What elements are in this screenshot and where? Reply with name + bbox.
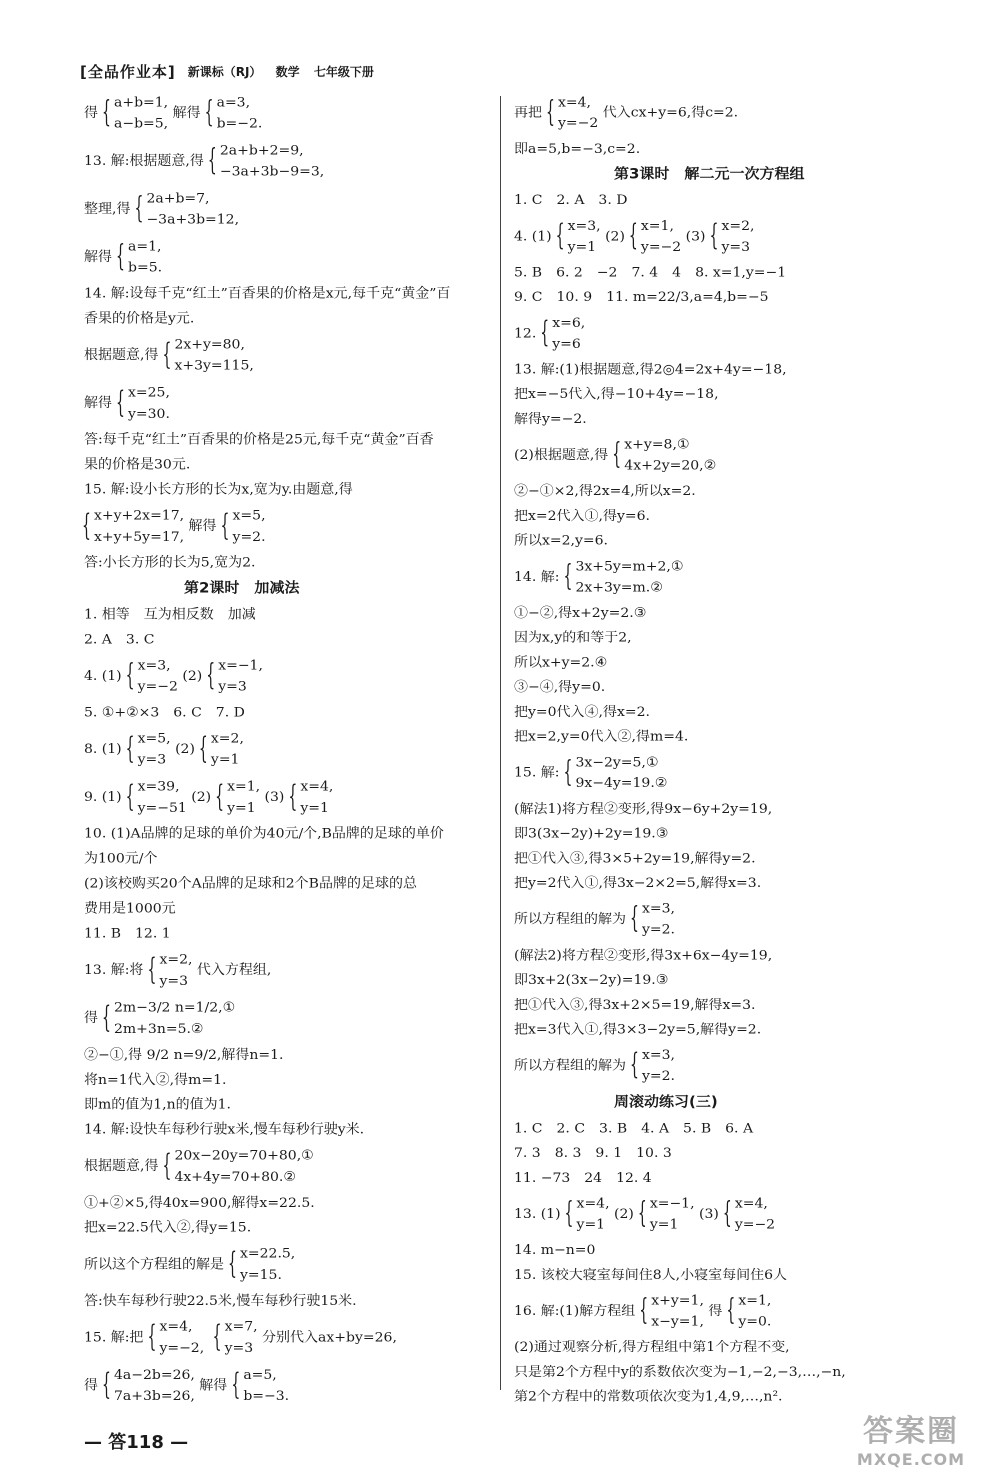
equation-line: { x=2, [210, 731, 244, 747]
answer-equation-row [84, 1364, 289, 1406]
equation-system [207, 92, 263, 134]
answer-line: 14. m−n=0 [514, 1242, 596, 1258]
answer-label: 解得 [84, 249, 112, 265]
equation-system [215, 1316, 258, 1358]
answer-line: (2)通过观察分析,得方程组中第1个方程不变, [514, 1339, 790, 1355]
answer-line: 答:每千克“红土”百香果的价格是25元,每千克“黄金”百香 [84, 432, 434, 448]
equation-line: { x+y=8,① [624, 437, 690, 453]
grade-label: 七年级下册 [313, 64, 374, 79]
equation-line: −3a+3b=12, [146, 212, 240, 228]
answer-equation-row [514, 556, 683, 598]
answer-line: 即a=5,b=−3,c=2. [514, 141, 641, 157]
answer-line: 1. C 2. A 3. D [514, 192, 628, 209]
equation-system [118, 236, 162, 278]
answer-line: 把①代入③,得3×5+2y=19,解得y=2. [514, 850, 756, 867]
answer-equation-row [84, 1145, 314, 1187]
answer-line: ②−①,得 9/2 n=9/2,解得n=1. [84, 1047, 284, 1063]
answer-equation-row [514, 1045, 675, 1087]
answer-label: 得 [84, 105, 98, 121]
equation-line: { x=1, [738, 1293, 772, 1309]
answer-line: 即m的值为1,n的值为1. [84, 1097, 232, 1113]
equation-line: { x=3, [642, 901, 675, 917]
answer-line: 将n=1代入②,得m=1. [84, 1072, 227, 1088]
subject-label: 数学 [275, 64, 300, 79]
equation-line: y=−2 [137, 679, 178, 695]
equation-system [641, 1290, 704, 1332]
answer-label: 13. 解:根据题意,得 [84, 153, 204, 169]
equation-system [128, 655, 178, 697]
answer-line: 13. 解:(1)根据题意,得2◎4=2x+4y=−18, [514, 362, 787, 378]
answer-label: 所以方程组的解为 [514, 911, 626, 927]
answer-line: 9. C 10. 9 11. m=22/3,a=4,b=−5 [514, 289, 769, 306]
answer-line: 把x=2代入①,得y=6. [514, 508, 650, 524]
equation-line: y=3 [224, 1340, 254, 1356]
answer-label: 4. (1) [514, 228, 552, 245]
answer-equation-row [84, 140, 324, 182]
answer-equation-row [84, 949, 277, 991]
equation-line: { x=2, [159, 952, 193, 968]
book-meta [188, 63, 384, 80]
answer-line: ①+②×5,得40x=900,解得x=22.5. [84, 1195, 315, 1211]
answer-label: 16. 解:(1)解方程组 [514, 1303, 636, 1319]
equation-system [548, 92, 598, 134]
edition-label: 新课标（RJ） [187, 64, 262, 79]
answer-equation-row [514, 92, 744, 134]
answer-text: (3) [681, 228, 706, 245]
answer-label: 15. 解: [514, 765, 560, 781]
equation-line: y=15. [240, 1267, 282, 1283]
equation-system [233, 1364, 289, 1406]
answer-line: 即3x+2(3x−2y)=19.③ [514, 972, 669, 988]
equation-line: y=1 [300, 800, 329, 816]
answer-line: 10. (1)A品牌的足球的单价为40元/个,B品牌的足球的单价 [84, 826, 444, 842]
answer-equation-row [84, 505, 266, 547]
equation-line: { x=2, [721, 218, 755, 234]
answer-label: 14. 解: [514, 569, 560, 585]
answer-line: 2. A 3. C [84, 632, 155, 648]
section-heading: 第2课时 加减法 [184, 579, 300, 597]
answer-line: 14. 解:设每千克“红土”百香果的价格是x元,每千克“黄金”百 [84, 286, 451, 302]
equation-line: { x=25, [128, 385, 170, 401]
answer-equation-row [84, 655, 263, 697]
equation-system [728, 1290, 771, 1332]
equation-line: y=30. [128, 406, 170, 422]
answer-line: 把x=3代入①,得3×3−2y=5,解得y=2. [514, 1022, 762, 1038]
equation-line: { x=1, [640, 218, 674, 234]
equation-line: y=3 [721, 239, 751, 255]
answer-line: 所以x=2,y=6. [514, 533, 608, 549]
section-heading: 第3课时 解二元一次方程组 [614, 165, 805, 183]
answer-line: (2)该校购买20个A品牌的足球和2个B品牌的足球的总 [84, 876, 417, 892]
answer-line: 第2个方程中的常数项依次变为1,4,9,…,n². [514, 1389, 783, 1405]
answer-text: 得 [703, 1303, 723, 1319]
equation-line: { x=4, [734, 1196, 768, 1212]
equation-system [542, 313, 585, 355]
answer-line: 1. C 2. C 3. B 4. A 5. B 6. A [514, 1120, 754, 1137]
equation-line: y=1 [227, 800, 256, 816]
book-brand: [全品作业本] [80, 62, 176, 81]
answer-line: 香果的价格是y元. [84, 311, 195, 327]
equation-line: { 3x+5y=m+2,① [575, 558, 684, 575]
equation-line: { 2x+y=80, [174, 337, 245, 353]
answer-line: 15. 解:设小长方形的长为x,宽为y.由题意,得 [84, 482, 353, 498]
answer-equation-row [514, 216, 754, 258]
answer-line: 5. ①+②×3 6. C 7. D [84, 705, 245, 721]
equation-line: { x+y=1, [651, 1293, 704, 1309]
answer-label: 根据题意,得 [84, 1158, 159, 1175]
equation-line: { x=4, [558, 94, 591, 111]
answer-line: 即3(3x−2y)+2y=19.③ [514, 826, 669, 842]
answer-text: 解得 [168, 105, 201, 121]
equation-line: { x=22.5, [240, 1246, 296, 1262]
equation-system [149, 949, 192, 991]
answer-line: 11. −73 24 12. 4 [514, 1170, 652, 1186]
answer-line: 5. B 6. 2 −2 7. 4 4 8. x=1,y=−1 [514, 265, 787, 281]
equation-system [290, 776, 333, 818]
answer-label: 得 [84, 1377, 98, 1394]
equation-line: { x=4, [300, 779, 334, 795]
equation-system [104, 997, 235, 1039]
equation-system [104, 1364, 195, 1406]
watermark-line1: 答案圈 [863, 1414, 959, 1449]
equation-line: y=2. [232, 529, 266, 545]
answer-label: 解得 [84, 395, 112, 412]
answer-text: 解得 [194, 1377, 228, 1394]
answer-line: 解得y=−2. [514, 411, 587, 427]
equation-line: { a=3, [216, 94, 251, 111]
answer-line: 果的价格是30元. [84, 457, 191, 473]
answer-label: 12. [514, 325, 537, 342]
equation-system [164, 334, 253, 376]
equation-line: { a=1, [128, 239, 162, 255]
answer-label: 13. (1) [514, 1206, 561, 1222]
equation-line: { x+y+2x=17, [94, 508, 185, 524]
equation-line: y=3 [137, 752, 167, 768]
answer-equation-row [514, 752, 667, 794]
equation-line: 2x+3y=m.② [575, 579, 663, 596]
equation-system [128, 728, 171, 770]
answer-line: 把x=2,y=0代入②,得m=4. [514, 729, 689, 745]
answer-equation-row [514, 1290, 771, 1332]
answer-label: (2)根据题意,得 [514, 447, 609, 463]
answer-line: (解法1)将方程②变形,得9x−6y+2y=19, [514, 801, 773, 817]
equation-line: { 2a+b+2=9, [219, 142, 304, 159]
equation-system [230, 1243, 295, 1285]
answer-equation-row [84, 236, 162, 278]
equation-line: y=−51 [137, 800, 187, 816]
equation-line: { x=4, [159, 1319, 193, 1335]
answer-line: 答:小长方形的长为5,宽为2. [84, 555, 256, 571]
answer-label: 得 [84, 1010, 98, 1027]
answer-label: 4. (1) [84, 668, 122, 684]
answer-label: 所以方程组的解为 [514, 1058, 626, 1074]
answer-text: (3) [260, 789, 285, 806]
answer-text: 分别代入ax+by=26, [257, 1329, 397, 1346]
answer-line: 15. 该校大寝室每间住8人,小寝室每间住6人 [514, 1267, 787, 1283]
answer-text: (2) [609, 1206, 634, 1222]
answer-equation-row [514, 313, 585, 355]
equation-line: a−b=5, [114, 116, 169, 132]
equation-line: 4x+2y=20,② [624, 458, 717, 474]
answer-line: 把y=0代入④,得x=2. [514, 704, 650, 720]
equation-line: { a=5, [243, 1367, 277, 1383]
answer-text: (3) [694, 1206, 719, 1222]
equation-line: { x=39, [137, 779, 180, 795]
equation-line: y=3 [218, 679, 247, 695]
equation-line: { x=−1, [218, 658, 263, 674]
answer-text: (2) [170, 741, 195, 758]
equation-line: { x=5, [232, 508, 266, 524]
equation-line: y=0. [738, 1314, 772, 1330]
answer-line: ①−②,得x+2y=2.③ [514, 605, 647, 621]
answer-label: 再把 [514, 105, 542, 121]
equation-line: b=−2. [216, 116, 263, 132]
equation-system [149, 1316, 204, 1358]
equation-line: 2m+3n=5.② [114, 1021, 204, 1037]
answer-equation-row [84, 728, 244, 770]
equation-line: y=−2, [159, 1340, 205, 1356]
equation-line: y=3 [159, 973, 188, 989]
answer-line: 费用是1000元 [84, 901, 176, 917]
answer-label: 所以这个方程组的解是 [84, 1256, 224, 1273]
equation-system [725, 1193, 775, 1235]
equation-system [614, 434, 716, 476]
equation-line: { x=4, [576, 1196, 610, 1212]
equation-line: y=−2 [640, 239, 682, 255]
equation-line: y=−2 [734, 1217, 776, 1233]
equation-system [632, 898, 675, 940]
equation-line: y=2. [642, 1068, 675, 1084]
answer-text: 解得 [184, 518, 217, 535]
answer-line: 因为x,y的和等于2, [514, 630, 632, 646]
equation-system [711, 216, 754, 258]
equation-line: y=1 [567, 239, 597, 255]
answer-equation-row [84, 1243, 295, 1285]
equation-system [567, 1193, 610, 1235]
answer-line: 把y=2代入①,得3x−2×2=5,解得x=3. [514, 875, 762, 891]
equation-system [84, 505, 184, 547]
answer-label: 整理,得 [84, 201, 131, 217]
answer-line: 1. 相等 互为相反数 加减 [84, 607, 256, 623]
equation-system [223, 505, 266, 547]
equation-line: y=1 [210, 752, 240, 768]
equation-system [118, 382, 170, 424]
equation-line: { a+b=1, [114, 94, 169, 111]
equation-system [632, 1045, 675, 1087]
equation-line: { 20x−20y=70+80,① [174, 1148, 314, 1164]
equation-line: { x=5, [137, 731, 171, 747]
page-number: — 答118 — [84, 1432, 189, 1453]
answer-line: 把x=−5代入,得−10+4y=−18, [514, 386, 719, 403]
equation-line: { 2a+b=7, [146, 190, 210, 207]
answer-line: 14. 解:设快车每秒行驶x米,慢车每秒行驶y米. [84, 1122, 365, 1138]
equation-line: { 3x−2y=5,① [575, 754, 659, 771]
equation-line: { x=6, [552, 315, 586, 331]
answer-equation-row [514, 1193, 775, 1235]
equation-line: −3a+3b−9=3, [219, 164, 325, 180]
equation-line: { x=3, [567, 218, 601, 234]
answer-label: 8. (1) [84, 741, 122, 758]
answer-equation-row [84, 1316, 403, 1358]
equation-line: 9x−4y=19.② [575, 775, 668, 791]
equation-line: x−y=1, [651, 1314, 704, 1330]
equation-line: y=2. [642, 922, 675, 938]
answer-line: ②−①×2,得2x=4,所以x=2. [514, 483, 696, 500]
equation-system [217, 776, 260, 818]
answer-equation-row [514, 898, 675, 940]
watermark-line2: MXQE.COM [856, 1450, 966, 1469]
equation-system [565, 556, 683, 598]
equation-line: { 2m−3/2 n=1/2,① [114, 1000, 236, 1016]
answer-line: 为100元/个 [84, 851, 158, 867]
equation-system [640, 1193, 695, 1235]
answer-equation-row [84, 188, 239, 230]
equation-line: { x=3, [137, 658, 171, 674]
equation-line: x+3y=115, [174, 358, 254, 374]
answer-line: 11. B 12. 1 [84, 926, 171, 942]
answer-equation-row [84, 92, 262, 134]
answer-label: 根据题意,得 [84, 347, 159, 364]
equation-system [208, 655, 263, 697]
answer-line: 所以x+y=2.④ [514, 654, 608, 671]
answer-equation-row [84, 334, 254, 376]
answer-line: 只是第2个方程中y的系数依次变为−1,−2,−3,…,−n, [514, 1364, 846, 1380]
answer-text [204, 1330, 208, 1345]
answer-equation-row [84, 997, 235, 1039]
answer-text: (2) [186, 789, 212, 806]
answer-line: 答:快车每秒行驶22.5米,慢车每秒行驶15米. [84, 1293, 357, 1309]
answer-label: 15. 解:把 [84, 1329, 144, 1346]
equation-line: y=1 [576, 1217, 606, 1233]
equation-line: y=6 [552, 336, 581, 352]
equation-system [210, 140, 324, 182]
equation-system [128, 776, 187, 818]
answer-line: 把①代入③,得3x+2×5=19,解得x=3. [514, 997, 756, 1013]
equation-line: { x=7, [224, 1319, 258, 1335]
equation-system [136, 188, 239, 230]
answer-line: (解法2)将方程②变形,得3x+6x−4y=19, [514, 947, 773, 964]
equation-system [565, 752, 667, 794]
answer-equation-row [84, 776, 333, 818]
equation-line: 4x+4y=70+80.② [174, 1169, 296, 1185]
answer-text: 代入方程组, [192, 962, 272, 979]
answer-text: (2) [177, 668, 203, 684]
equation-line: { x=1, [227, 779, 261, 795]
page-header [80, 60, 384, 82]
equation-system [631, 216, 681, 258]
answer-text: (2) [600, 228, 625, 245]
equation-system [201, 728, 244, 770]
equation-line: y=−2 [558, 115, 599, 131]
equation-line: b=−3. [243, 1388, 290, 1404]
equation-line: y=1 [649, 1217, 679, 1233]
answer-line: 7. 3 8. 3 9. 1 10. 3 [514, 1145, 672, 1161]
section-heading: 周滚动练习(三) [614, 1093, 718, 1111]
equation-line: { x=3, [642, 1047, 675, 1063]
answer-equation-row [84, 382, 170, 424]
answer-equation-row [514, 434, 716, 476]
equation-system [104, 92, 168, 134]
answer-line: 把x=22.5代入②,得y=15. [84, 1220, 252, 1236]
answer-line: ③−④,得y=0. [514, 679, 606, 695]
equation-line: 7a+3b=26, [114, 1388, 195, 1404]
answer-text: 代入cx+y=6,得c=2. [598, 105, 739, 121]
column-divider [500, 96, 501, 1390]
equation-line: { x=−1, [649, 1196, 695, 1212]
equation-line: b=5. [128, 260, 163, 276]
watermark-logo [836, 1406, 986, 1470]
equation-line: { 4a−2b=26, [114, 1367, 195, 1383]
equation-system [558, 216, 601, 258]
answer-label: 9. (1) [84, 789, 122, 806]
answer-label: 13. 解:将 [84, 962, 144, 979]
equation-system [164, 1145, 313, 1187]
equation-line: x+y+5y=17, [94, 529, 185, 545]
